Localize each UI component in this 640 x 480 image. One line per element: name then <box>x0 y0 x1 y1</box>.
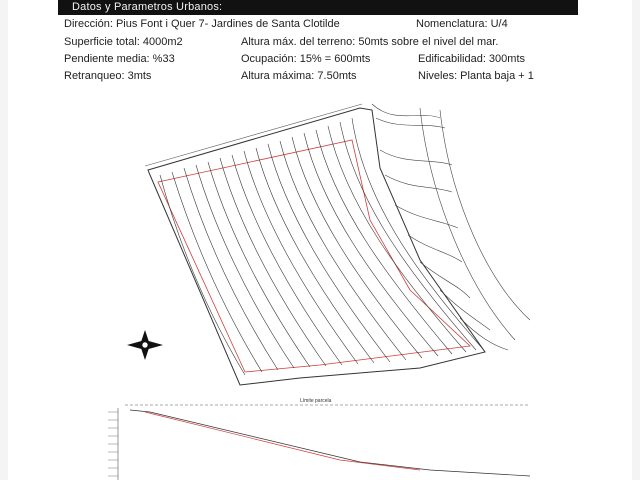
site-plan-drawing <box>0 90 640 480</box>
header-bar <box>58 0 578 15</box>
param-nomenclatura: Nomenclatura: U/4 <box>416 18 508 30</box>
param-ocupacion: Ocupación: 15% = 600mts <box>241 53 371 65</box>
section-profile <box>108 405 530 480</box>
param-superficie: Superficie total: 4000m2 <box>64 36 183 48</box>
road-edges <box>372 104 530 350</box>
section-label: Límite parcela <box>300 398 332 404</box>
param-altura-maxima: Altura máxima: 7.50mts <box>241 70 357 82</box>
contour-lines <box>160 118 482 375</box>
param-direccion: Dirección: Pius Font i Quer 7- Jardines de Santa Clotilde <box>64 18 340 30</box>
param-altura-terreno: Altura máx. del terreno: 50mts sobre el nivel del mar. <box>241 36 499 48</box>
param-niveles: Niveles: Planta baja + 1 <box>418 70 534 82</box>
param-edificabilidad: Edificabilidad: 300mts <box>418 53 526 65</box>
header-title: Datos y Parametros Urbanos: <box>72 1 223 13</box>
param-pendiente: Pendiente media: %33 <box>64 53 175 65</box>
lot-offset-line <box>145 104 362 166</box>
boundary-red <box>158 140 470 372</box>
north-arrow-icon <box>127 330 163 360</box>
param-retranqueo: Retranqueo: 3mts <box>64 70 152 82</box>
